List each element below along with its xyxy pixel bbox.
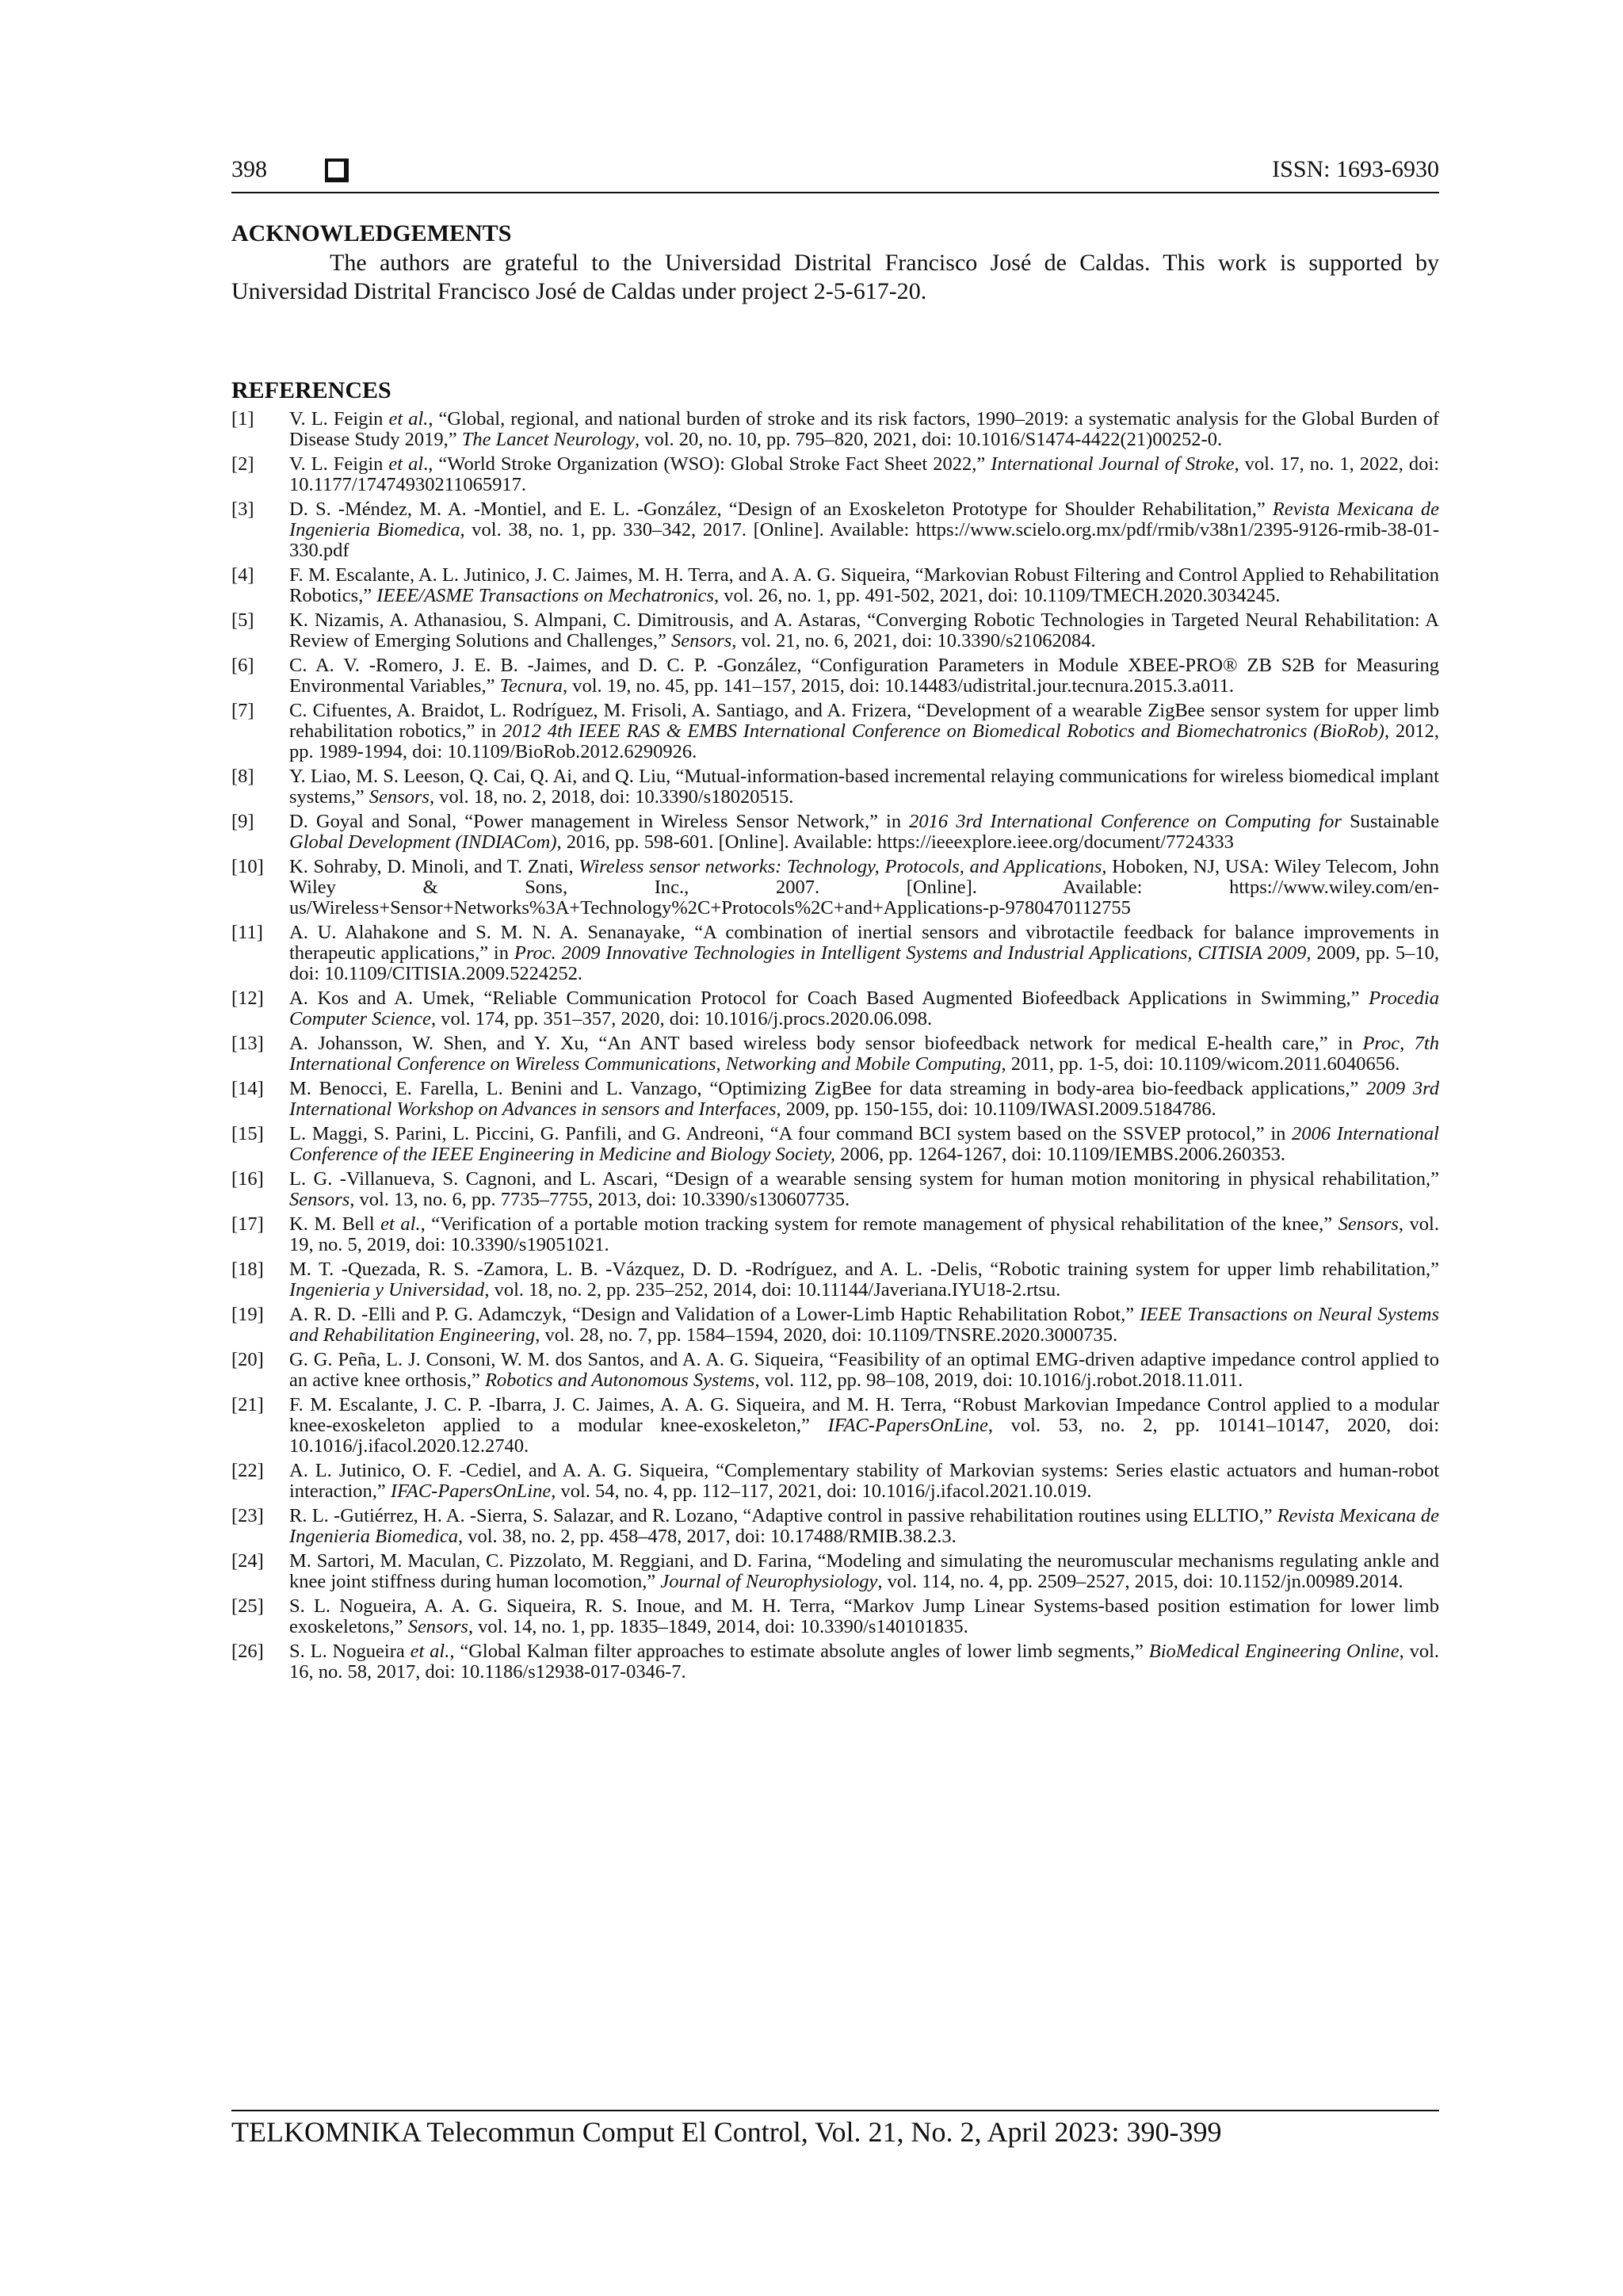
reference-number: [24]: [231, 1550, 264, 1572]
reference-segment: , 2016, pp. 598-601. [Online]. Available: https://ieeexplore.ieee.org/document/7724333: [556, 831, 1234, 853]
reference-segment: , vol. 54, no. 4, pp. 112–117, 2021, doi: 10.1016/j.ifacol.2021.10.019.: [551, 1480, 1092, 1502]
reference-item: [231, 1551, 1439, 1592]
reference-number: [21]: [231, 1394, 264, 1415]
reference-segment: , vol. 14, no. 1, pp. 1835–1849, 2014, doi: 10.3390/s140101835.: [468, 1616, 968, 1637]
reference-item: [231, 923, 1439, 984]
reference-segment: Y. Liao, M. S. Leeson, Q. Cai, Q. Ai, and Q. Liu, “Mutual-information-based incremental relaying communications for wireless biomedical implant systems,”: [289, 766, 1439, 808]
reference-italic-segment: Proc, 7th International Conference on Wireless Communications, Networking and Mobile Computing: [289, 1033, 1439, 1075]
reference-text: [289, 610, 1439, 651]
reference-number: [10]: [231, 856, 264, 877]
reference-item: [231, 409, 1439, 450]
issn-label: ISSN: 1693-6930: [1272, 156, 1439, 182]
reference-segment: , vol. 18, no. 2, 2018, doi: 10.3390/s18020515.: [429, 786, 794, 808]
reference-segment: L. G. -Villanueva, S. Cagnoni, and L. Ascari, “Design of a wearable sensing system for human motion monitoring in physical rehabilitation,”: [289, 1168, 1439, 1190]
reference-italic-segment: Sensors: [671, 630, 732, 651]
reference-segment: C. Cifuentes, A. Braidot, L. Rodríguez, M. Frisoli, A. Santiago, and A. Frizera, “Development of a wearable ZigBee sensor system for upper limb rehabilitation robotics,” in: [289, 700, 1439, 742]
reference-item: [231, 1169, 1439, 1210]
reference-item: [231, 1214, 1439, 1255]
reference-segment: , 2011, pp. 1-5, doi: 10.1109/wicom.2011.6040656.: [1001, 1053, 1400, 1075]
reference-text: [289, 565, 1439, 606]
reference-italic-segment: Robotics and Autonomous Systems: [484, 1370, 755, 1391]
reference-segment: L. Maggi, S. Parini, L. Piccini, G. Panfili, and G. Andreoni, “A four command BCI system based on the SSVEP protocol,” in: [289, 1123, 1293, 1144]
reference-segment: , “Global, regional, and national burden of stroke and its risk factors, 1990–2019: a systematic analysis for the Global Burden of Disease Study 2019,”: [289, 408, 1439, 450]
reference-segment: , vol. 38, no. 1, pp. 330–342, 2017. [Online]. Available: https://www.scielo.org.mx/pdf/rmib/v38n1/2395-9126-rmib-38-01-330.pdf: [289, 519, 1439, 561]
reference-italic-segment: 2009 3rd International Workshop on Advances in sensors and Interfaces: [289, 1078, 1439, 1120]
reference-number: [1]: [231, 408, 254, 430]
reference-item: [231, 610, 1439, 651]
reference-text: [289, 1305, 1439, 1346]
reference-segment: K. Nizamis, A. Athanasiou, S. Almpani, C. Dimitrousis, and A. Astaras, “Converging Robotic Technologies in Targeted Neural Rehabilitation: A Review of Emerging Solutions and Challenges,”: [289, 609, 1439, 651]
reference-text: [289, 923, 1439, 984]
reference-text: [289, 1551, 1439, 1592]
reference-text: [289, 1641, 1439, 1683]
reference-italic-segment: Global Development (INDIACom): [289, 831, 557, 853]
reference-italic-segment: Sensors: [369, 786, 430, 808]
reference-text: [289, 1461, 1439, 1502]
reference-number: [26]: [231, 1641, 264, 1662]
reference-item: [231, 1506, 1439, 1547]
reference-italic-segment: Revista Mexicana de Ingenieria Biomedica: [289, 499, 1439, 541]
reference-item: [231, 1033, 1439, 1075]
reference-segment: , vol. 18, no. 2, pp. 235–252, 2014, doi: 10.11144/Javeriana.IYU18-2.rtsu.: [484, 1279, 1061, 1301]
reference-number: [7]: [231, 700, 254, 721]
reference-item: [231, 1641, 1439, 1683]
reference-item: [231, 857, 1439, 919]
square-bullet-icon: [325, 159, 349, 182]
reference-italic-segment: Journal of Neurophysiology: [660, 1571, 878, 1592]
reference-segment: K. Sohraby, D. Minoli, and T. Znati,: [289, 856, 579, 877]
reference-text: [289, 655, 1439, 697]
reference-item: [231, 1079, 1439, 1120]
reference-item: [231, 454, 1439, 495]
reference-text: [289, 1259, 1439, 1301]
reference-segment: C. A. V. -Romero, J. E. B. -Jaimes, and D. C. P. -González, “Configuration Parameters in Module XBEE-PRO® ZB S2B for Measuring Environmental Variables,”: [289, 655, 1439, 697]
reference-number: [20]: [231, 1349, 264, 1370]
reference-segment: , vol. 112, pp. 98–108, 2019, doi: 10.1016/j.robot.2018.11.011.: [754, 1370, 1243, 1391]
reference-segment: R. L. -Gutiérrez, H. A. -Sierra, S. Salazar, and R. Lozano, “Adaptive control in passive rehabilitation routines using ELLTIO,”: [289, 1505, 1277, 1526]
reference-italic-segment: BioMedical Engineering Online: [1148, 1641, 1400, 1662]
reference-segment: , vol. 19, no. 45, pp. 141–157, 2015, doi: 10.14483/udistrital.jour.tecnura.2015.3.a011.: [563, 675, 1234, 697]
reference-italic-segment: et al.: [380, 1213, 421, 1235]
reference-text: [289, 454, 1439, 495]
reference-segment: A. Johansson, W. Shen, and Y. Xu, “An ANT based wireless body sensor biofeedback network for medical E-health care,” in: [289, 1033, 1363, 1054]
reference-italic-segment: IFAC-PapersOnLine: [390, 1480, 552, 1502]
reference-italic-segment: 2006 International Conference of the IEEE Engineering in Medicine and Biology Society,: [289, 1123, 1439, 1165]
reference-number: [9]: [231, 811, 254, 832]
reference-segment: F. M. Escalante, A. L. Jutinico, J. C. Jaimes, M. H. Terra, and A. A. G. Siqueira, “Markovian Robust Filtering and Control Applied to Rehabilitation Robotics,”: [289, 564, 1439, 606]
reference-segment: S. L. Nogueira: [289, 1641, 411, 1662]
reference-text: [289, 1214, 1439, 1255]
reference-segment: F. M. Escalante, J. C. P. -Ibarra, J. C. Jaimes, A. A. G. Siqueira, and M. H. Terra, “Robust Markovian Impedance Control applied to a modular knee-exoskeleton applied to a modular knee-exoskeleton,”: [289, 1394, 1439, 1436]
reference-segment: , Hoboken, NJ, USA: Wiley Telecom, John Wiley & Sons, Inc., 2007. [Online]. Available: https://www.wiley.com/en-us/Wireless+Sensor+Networks%3A+Technology%2C+Protocols%2C+and+Applications-p-9780470112755: [289, 856, 1439, 919]
reference-italic-segment: et al.: [388, 408, 429, 430]
reference-number: [17]: [231, 1213, 264, 1235]
reference-italic-segment: IEEE Transactions on Neural Systems and Rehabilitation Engineering: [289, 1304, 1440, 1346]
reference-number: [25]: [231, 1595, 264, 1617]
reference-segment: , vol. 38, no. 2, pp. 458–478, 2017, doi: 10.17488/RMIB.38.2.3.: [457, 1526, 957, 1547]
reference-number: [15]: [231, 1123, 264, 1144]
reference-segment: , vol. 21, no. 6, 2021, doi: 10.3390/s21062084.: [731, 630, 1096, 651]
reference-text: [289, 1169, 1439, 1210]
reference-list: [231, 409, 1439, 1683]
reference-segment: G. G. Peña, L. J. Consoni, W. M. dos Santos, and A. A. G. Siqueira, “Feasibility of an optimal EMG-driven adaptive impedance control applied to an active knee orthosis,”: [289, 1349, 1439, 1391]
reference-segment: Sustainable: [1341, 811, 1439, 832]
reference-segment: , vol. 26, no. 1, pp. 491-502, 2021, doi: 10.1109/TMECH.2020.3034245.: [714, 585, 1281, 606]
reference-segment: V. L. Feigin: [289, 408, 389, 430]
reference-italic-segment: Sensors: [407, 1616, 468, 1637]
reference-number: [2]: [231, 453, 254, 475]
reference-segment: D. Goyal and Sonal, “Power management in Wireless Sensor Network,” in: [289, 811, 910, 832]
reference-number: [18]: [231, 1259, 264, 1280]
acknowledgements-section: [231, 220, 1439, 306]
reference-segment: K. M. Bell: [289, 1213, 381, 1235]
reference-segment: , vol. 16, no. 58, 2017, doi: 10.1186/s12938-017-0346-7.: [289, 1641, 1440, 1683]
reference-segment: D. S. -Méndez, M. A. -Montiel, and E. L. -González, “Design of an Exoskeleton Prototype for Shoulder Rehabilitation,”: [289, 499, 1273, 520]
reference-item: [231, 1395, 1439, 1457]
acknowledgements-heading: ACKNOWLEDGEMENTS: [231, 220, 512, 246]
reference-item: [231, 1124, 1439, 1165]
reference-number: [8]: [231, 766, 254, 787]
reference-number: [16]: [231, 1168, 264, 1190]
reference-italic-segment: Tecnura: [499, 675, 563, 697]
reference-segment: V. L. Feigin: [289, 453, 389, 475]
reference-text: [289, 409, 1439, 450]
reference-segment: , vol. 53, no. 2, pp. 10141–10147, 2020, doi: 10.1016/j.ifacol.2020.12.2740.: [289, 1415, 1439, 1457]
reference-italic-segment: Ingenieria y Universidad: [289, 1279, 485, 1301]
reference-segment: , vol. 13, no. 6, pp. 7735–7755, 2013, doi: 10.3390/s130607735.: [349, 1189, 850, 1210]
reference-segment: , vol. 28, no. 7, pp. 1584–1594, 2020, doi: 10.1109/TNSRE.2020.3000735.: [535, 1324, 1118, 1346]
reference-text: [289, 499, 1439, 561]
reference-italic-segment: et al.: [410, 1641, 450, 1662]
reference-text: [289, 1395, 1439, 1457]
reference-item: [231, 766, 1439, 808]
reference-italic-segment: Proc. 2009 Innovative Technologies in Intelligent Systems and Industrial Applications, CITISIA 2009: [514, 942, 1307, 964]
reference-text: [289, 1506, 1439, 1547]
page-footer: TELKOMNIKA Telecommun Comput El Control, Vol. 21, No. 2, April 2023: 390-399: [231, 2110, 1439, 2149]
reference-segment: , “Verification of a portable motion tracking system for remote management of physical rehabilitation of the knee,”: [420, 1213, 1338, 1235]
reference-text: [289, 812, 1439, 853]
reference-text: [289, 1596, 1439, 1637]
reference-item: [231, 1350, 1439, 1391]
acknowledgements-text: The authors are grateful to the Universidad Distrital Francisco José de Caldas. This work is supported by Universidad Distrital Francisco José de Caldas under project 2-5-617-20.: [231, 250, 1439, 304]
reference-italic-segment: 2012 4th IEEE RAS & EMBS International Conference on Biomedical Robotics and Biomechatronics (BioRob): [502, 720, 1384, 742]
reference-segment: ., “World Stroke Organization (WSO): Global Stroke Fact Sheet 2022,”: [423, 453, 991, 475]
reference-italic-segment: et al: [388, 453, 424, 475]
reference-segment: , vol. 19, no. 5, 2019, doi: 10.3390/s19051021.: [289, 1213, 1439, 1255]
reference-text: [289, 988, 1439, 1030]
reference-number: [6]: [231, 655, 254, 676]
reference-item: [231, 701, 1439, 762]
reference-segment: , “Global Kalman filter approaches to estimate absolute angles of lower limb segments,”: [449, 1641, 1149, 1662]
reference-text: [289, 1350, 1439, 1391]
reference-italic-segment: Revista Mexicana de Ingenieria Biomedica: [289, 1505, 1440, 1547]
reference-text: [289, 1124, 1439, 1165]
reference-segment: , vol. 174, pp. 351–357, 2020, doi: 10.1016/j.procs.2020.06.098.: [430, 1008, 933, 1030]
page-header: [231, 152, 1439, 193]
references-heading: REFERENCES: [231, 377, 391, 403]
reference-italic-segment: International Journal of Stroke: [991, 453, 1235, 475]
reference-item: [231, 1461, 1439, 1502]
reference-italic-segment: Sensors: [1338, 1213, 1399, 1235]
reference-italic-segment: IFAC-PapersOnLine: [827, 1415, 988, 1436]
reference-item: [231, 812, 1439, 853]
reference-segment: S. L. Nogueira, A. A. G. Siqueira, R. S. Inoue, and M. H. Terra, “Markov Jump Linear Systems-based position estimation for lower limb exoskeletons,”: [289, 1595, 1439, 1637]
reference-italic-segment: Wireless sensor networks: Technology, Protocols, and Applications: [579, 856, 1102, 877]
reference-italic-segment: Procedia Computer Science: [289, 988, 1439, 1030]
reference-segment: M. Benocci, E. Farella, L. Benini and L. Vanzago, “Optimizing ZigBee for data streaming in body-area bio-feedback applications,”: [289, 1078, 1367, 1099]
reference-number: [23]: [231, 1505, 264, 1526]
reference-number: [19]: [231, 1304, 264, 1325]
reference-segment: , 2009, pp. 150-155, doi: 10.1109/IWASI.2009.5184786.: [776, 1098, 1216, 1120]
reference-italic-segment: 2016 3rd International Conference on Computing for: [909, 811, 1342, 832]
reference-segment: , vol. 20, no. 10, pp. 795–820, 2021, doi: 10.1016/S1474-4422(21)00252-0.: [634, 429, 1223, 450]
reference-item: [231, 1596, 1439, 1637]
reference-segment: , vol. 17, no. 1, 2022, doi: 10.1177/17474930211065917.: [289, 453, 1440, 495]
reference-segment: A. Kos and A. Umek, “Reliable Communication Protocol for Coach Based Augmented Biofeedback Applications in Swimming,”: [289, 988, 1369, 1009]
reference-number: [4]: [231, 564, 254, 586]
reference-segment: 2006, pp. 1264-1267, doi: 10.1109/IEMBS.2006.260353.: [834, 1144, 1286, 1165]
reference-segment: , vol. 114, no. 4, pp. 2509–2527, 2015, doi: 10.1152/jn.00989.2014.: [877, 1571, 1403, 1592]
reference-segment: M. Sartori, M. Maculan, C. Pizzolato, M. Reggiani, and D. Farina, “Modeling and simulating the neuromuscular mechanisms regulating ankle and knee joint stiffness during human locomotion,”: [289, 1550, 1439, 1592]
reference-text: [289, 1033, 1439, 1075]
reference-number: [5]: [231, 609, 254, 631]
reference-number: [14]: [231, 1078, 264, 1099]
reference-item: [231, 655, 1439, 697]
reference-italic-segment: The Lancet Neurology: [461, 429, 635, 450]
reference-number: [22]: [231, 1460, 264, 1481]
reference-number: [11]: [231, 922, 263, 943]
references-section: [231, 377, 1439, 1687]
reference-text: [289, 701, 1439, 762]
reference-item: [231, 499, 1439, 561]
reference-item: [231, 565, 1439, 606]
reference-segment: A. U. Alahakone and S. M. N. A. Senanayake, “A combination of inertial sensors and vibrotactile feedback for balance improvements in therapeutic applications,” in: [289, 922, 1439, 964]
reference-italic-segment: Sensors: [289, 1189, 350, 1210]
reference-segment: M. T. -Quezada, R. S. -Zamora, L. B. -Vázquez, D. D. -Rodríguez, and A. L. -Delis, “Robotic training system for upper limb rehabilitation,”: [289, 1259, 1439, 1280]
reference-text: [289, 766, 1439, 808]
reference-item: [231, 988, 1439, 1030]
reference-text: [289, 1079, 1439, 1120]
reference-segment: , 2012, pp. 1989-1994, doi: 10.1109/BioRob.2012.6290926.: [289, 720, 1439, 762]
page-number: 398: [231, 156, 267, 182]
reference-italic-segment: IEEE/ASME Transactions on Mechatronics: [376, 585, 714, 606]
reference-item: [231, 1305, 1439, 1346]
reference-number: [3]: [231, 499, 254, 520]
reference-text: [289, 857, 1439, 919]
reference-segment: , 2009, pp. 5–10, doi: 10.1109/CITISIA.2009.5224252.: [289, 942, 1439, 984]
reference-item: [231, 1259, 1439, 1301]
reference-segment: A. L. Jutinico, O. F. -Cediel, and A. A. G. Siqueira, “Complementary stability of Markovian systems: Series elastic actuators and human-robot interaction,”: [289, 1460, 1439, 1502]
reference-number: [12]: [231, 988, 264, 1009]
reference-segment: A. R. D. -Elli and P. G. Adamczyk, “Design and Validation of a Lower-Limb Haptic Rehabilitation Robot,”: [289, 1304, 1140, 1325]
reference-number: [13]: [231, 1033, 264, 1054]
